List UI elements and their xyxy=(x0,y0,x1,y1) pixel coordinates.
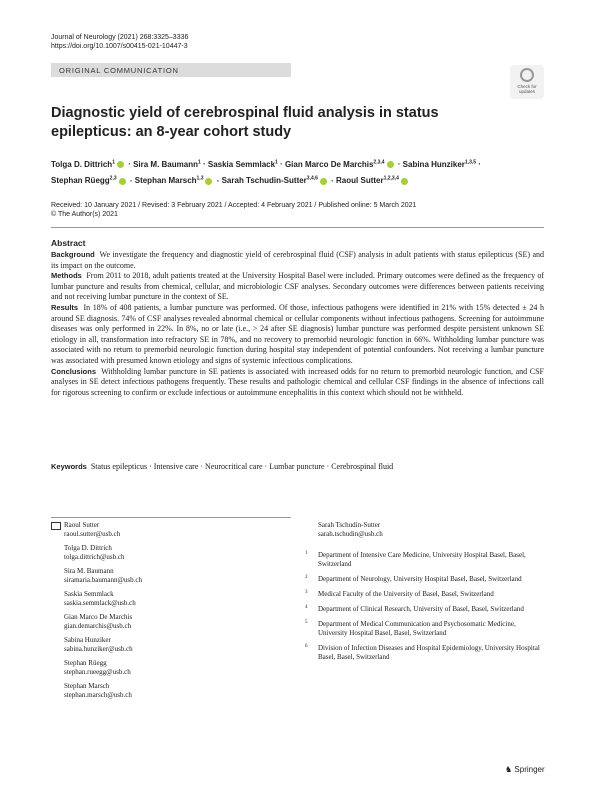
contact: Stephan Rüegg stephan.rueegg@usb.ch xyxy=(64,659,291,677)
email-link[interactable]: sabina.hunziker@usb.ch xyxy=(64,645,133,653)
author: Tolga D. Dittrich$^1$ xyxy=(51,160,126,169)
abstract-heading: Abstract xyxy=(51,238,86,248)
affiliation: 4 Department of Clinical Research, University of Basel, Basel, Switzerland xyxy=(305,605,524,613)
email-link[interactable]: stephan.marsch@usb.ch xyxy=(64,691,132,699)
contact: Sabina Hunziker sabina.hunziker@usb.ch xyxy=(64,636,291,654)
author: Sarah Tschudin-Sutter$^{3,4,6}$ xyxy=(222,176,329,185)
check-for-updates-badge[interactable] xyxy=(510,65,544,99)
badge-label: Check for updates xyxy=(517,84,537,94)
author: Saskia Semmlack$^1$ xyxy=(207,159,278,169)
abstract-body xyxy=(51,250,544,398)
orcid-icon[interactable] xyxy=(119,178,126,185)
corresponding-author: Raoul Sutter raoul.sutter@usb.ch xyxy=(64,521,291,539)
affiliation: 2 Department of Neurology, University Hospital Basel, Basel, Switzerland xyxy=(305,575,522,583)
orcid-icon[interactable] xyxy=(117,161,124,168)
footnote-divider xyxy=(51,517,291,518)
contact: Tolga D. Dittrich tolga.dittrich@usb.ch xyxy=(64,544,291,562)
author-list: Tolga D. Dittrich$^1$ · Sira M. Baumann$^1$ · Saskia Semmlack$^1$ · Gian Marco De Marchis$^{2,3,4}$ · Sabina Hunziker$^{1,3,5}$ · Stephan Rüegg$^{2,3}$ · Stephan Marsch$^{1,3}$ · Sarah Tschudin-Sutter$^{3,4,6}$ · Raoul Sutter$^{1,2,3,4}$ xyxy=(51,159,481,186)
contact: Gian Marco De Marchis gian.demarchis@usb.ch xyxy=(64,613,291,631)
springer-horse-icon: ♞ xyxy=(505,765,513,774)
background-text: We investigate the frequency and diagnostic yield of cerebrospinal fluid (CSF) analysis in adult patients with status epilepticus (SE) and its impact on the outcome. xyxy=(51,250,545,270)
contact: Sira M. Baumann siramaria.baumann@usb.ch xyxy=(64,567,291,585)
keywords-text: Status epilepticus · Intensive care · Neurocritical care · Lumbar puncture · Cerebrospinal fluid xyxy=(90,462,394,471)
orcid-icon[interactable] xyxy=(387,161,394,168)
orcid-icon[interactable] xyxy=(205,178,212,185)
section-label: ORIGINAL COMMUNICATION xyxy=(59,66,179,75)
email-link[interactable]: sarah.tschudin@usb.ch xyxy=(318,530,383,538)
email-link[interactable]: tolga.dittrich@usb.ch xyxy=(64,553,125,561)
conclusions-text: Withholding lumbar puncture in SE patients is associated with increased odds for no return to premorbid neurologic function, and CSF analyses in SE detect infectious pathogens frequently. These results and pathologic chemical and cellular CSF findings in the absence of infections call for rigorous screening to confirm or exclude infectious or autoimmune encephalitis in this context which should not be withheld. xyxy=(51,366,545,397)
doi-link[interactable]: https://doi.org/10.1007/s00415-021-10447-3 xyxy=(51,43,188,50)
article-title: Diagnostic yield of cerebrospinal fluid analysis in status epilepticus: an 8-year cohort study xyxy=(51,105,439,140)
author: Sabina Hunziker$^{1,3,5}$ xyxy=(402,159,477,169)
results-label: Results xyxy=(51,302,79,312)
author: Sira M. Baumann$^1$ xyxy=(133,159,201,169)
methods-text: From 2011 to 2018, adult patients treated at the University Hospital Basel were included. Primary outcomes were defined as the frequency of lumbar puncture and results from chemical, cellular, and microbiologic CSF analyses. Secondary outcomes were differences between patients receiving and not receiving lumbar puncture in the context of SE. xyxy=(51,271,544,302)
contact-list xyxy=(51,521,291,705)
affiliation: 1 Department of Intensive Care Medicine, University Hospital Basel, Basel, Switzerland xyxy=(305,551,526,568)
methods-label: Methods xyxy=(51,271,82,281)
conclusions-label: Conclusions xyxy=(51,366,97,376)
publisher-logo: ♞ Springer xyxy=(505,765,545,774)
email-link[interactable]: gian.demarchis@usb.ch xyxy=(64,622,132,630)
author: Stephan Rüegg$^{2,3}$ xyxy=(51,176,128,185)
background-label: Background xyxy=(51,250,95,259)
affiliation: 3 Medical Faculty of the University of Basel, Basel, Switzerland xyxy=(305,590,494,598)
check-icon xyxy=(520,68,534,82)
email-link[interactable]: siramaria.baumann@usb.ch xyxy=(64,576,142,584)
orcid-icon[interactable] xyxy=(320,178,327,185)
envelope-icon xyxy=(51,522,61,530)
author: Gian Marco De Marchis$^{2,3,4}$ xyxy=(285,160,396,169)
affiliation-list xyxy=(305,521,545,668)
email-link[interactable]: stephan.rueegg@usb.ch xyxy=(64,668,131,676)
email-link[interactable]: saskia.semmlack@usb.ch xyxy=(64,599,136,607)
copyright: © The Author(s) 2021 xyxy=(51,211,118,218)
orcid-icon[interactable] xyxy=(401,178,408,185)
contact: Stephan Marsch stephan.marsch@usb.ch xyxy=(64,682,291,700)
journal-citation: Journal of Neurology (2021) 268:3325–3336 xyxy=(51,34,189,41)
publication-dates: Received: 10 January 2021 / Revised: 3 February 2021 / Accepted: 4 February 2021 / Published online: 5 March 2021 © The Author(s) 2021 xyxy=(51,202,417,218)
email-link[interactable]: raoul.sutter@usb.ch xyxy=(64,530,121,538)
contact: Sarah Tschudin-Sutter sarah.tschudin@usb.ch xyxy=(318,521,545,539)
affiliation: 6 Division of Infection Diseases and Hospital Epidemiology, University Hospital Basel, Basel, Switzerland xyxy=(305,644,540,661)
author: Raoul Sutter$^{1,2,3,4}$ xyxy=(336,176,410,185)
contact: Saskia Semmlack saskia.semmlack@usb.ch xyxy=(64,590,291,608)
results-text: In 18% of 408 patients, a lumbar puncture was performed. Of those, infectious pathogens were identified in 21% with 15% detected ± 24 h around SE diagnosis. 74% of CSF analyses revealed abnormal chemical or cellular components without infectious pathogens. Screening for autoimmune diseases was only performed in 22%. In 8%, no or late (i.e., > 24 after SE diagnosis) lumbar puncture was performed despite persistent unknown SE etiology in all, transformation into refractory SE in 78%, and no recovery to premorbid neurologic function in 66%. Withholding lumbar puncture was associated with no return to premorbid neurologic function during hospital stay independent of potential confounders. Not receiving a lumbar puncture was associated with presumed known etiology and signs of systemic infectious complications. xyxy=(51,302,545,365)
affiliation: 5 Department of Medical Communication and Psychosomatic Medicine, University Hospital Basel, Basel, Switzerland xyxy=(305,620,516,637)
section-banner xyxy=(51,63,291,77)
divider xyxy=(51,227,544,228)
keywords-label: Keywords xyxy=(51,462,87,471)
author: Stephan Marsch$^{1,3}$ xyxy=(135,176,215,185)
keywords xyxy=(51,462,544,471)
